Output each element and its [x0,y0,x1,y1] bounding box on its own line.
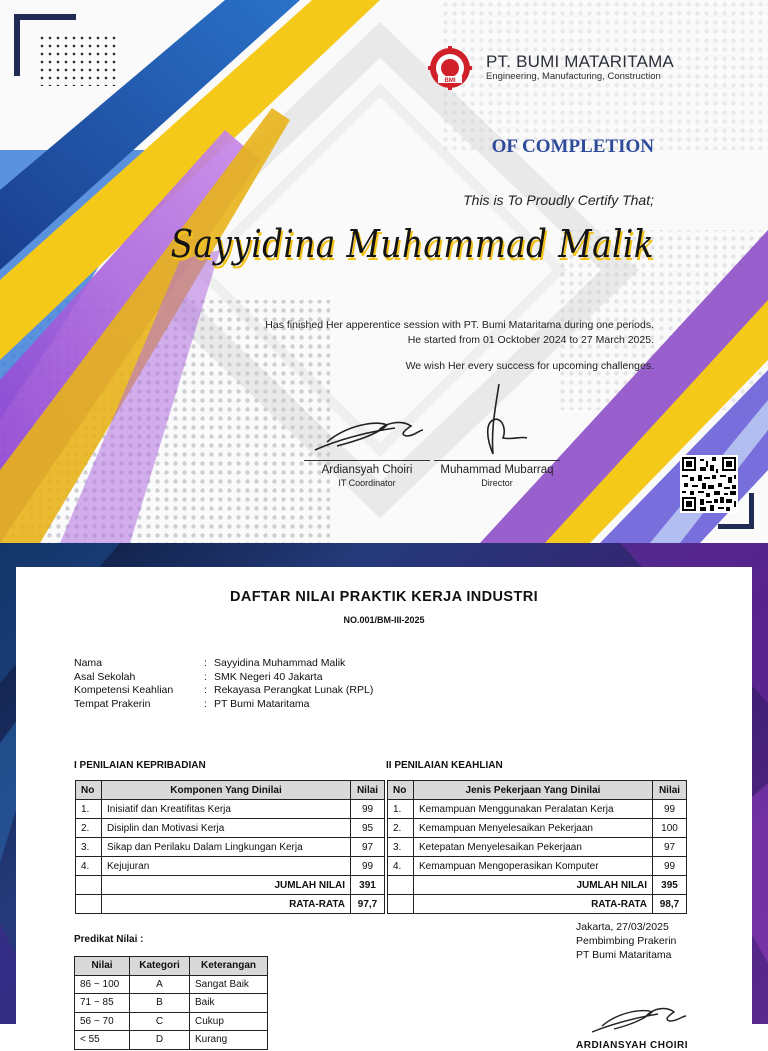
header-score: Nilai [653,781,687,800]
closing-signature-drawing [588,992,688,1036]
row-no: 4. [76,857,102,876]
total-value: 391 [351,876,385,895]
signatory-role: IT Coordinator [338,478,396,488]
table-header-row [75,957,268,976]
info-value: Rekayasa Perangkat Lunak (RPL) [214,684,374,697]
row-item: Kemampuan Menyelesaikan Pekerjaan [414,819,653,838]
info-colon: : [204,657,207,669]
recipient-name: Sayyidina Muhammad Malik [170,222,654,266]
info-colon: : [204,697,207,710]
table-row [75,1031,268,1050]
row-category: A [130,975,190,994]
header-no: No [388,781,414,800]
table-kepribadian [75,780,385,914]
table-row [76,838,385,857]
table-row [76,857,385,876]
header-no: No [76,781,102,800]
header-job: Jenis Pekerjaan Yang Dinilai [414,781,653,800]
row-no: 1. [76,800,102,819]
total-row [76,876,385,895]
table-predikat [74,956,268,1050]
closing-block [576,920,676,962]
average-label: RATA-RATA [102,895,351,914]
table-row [75,994,268,1013]
row-note: Baik [190,994,268,1013]
row-note: Sangat Baik [190,975,268,994]
predikat-title: Predikat Nilai : [74,934,144,945]
signature-drawing [437,380,557,458]
row-range: < 55 [75,1031,130,1050]
row-item: Inisiatif dan Kreatifitas Kerja [102,800,351,819]
total-row [388,876,687,895]
student-info [74,657,373,711]
row-no: 1. [388,800,414,819]
row-no: 2. [388,819,414,838]
dot-grid-decoration [38,34,120,86]
info-value: Sayyidina Muhammad Malik [214,657,346,669]
info-colon: : [204,684,207,697]
table-row [388,838,687,857]
info-label: Asal Sekolah [74,670,136,683]
closing-signer-name: ARDIANSYAH CHOIRI [576,1040,689,1051]
sheet-title: DAFTAR NILAI PRAKTIK KERJA INDUSTRI [229,589,539,605]
signature-drawing [307,380,427,458]
row-no: 2. [76,819,102,838]
total-label: JUMLAH NILAI [414,876,653,895]
header-category: Kategori [130,957,190,976]
svg-text:BMI: BMI [444,78,456,84]
certify-line: This is To Proudly Certify That; [463,192,654,208]
row-item: Sikap dan Perilaku Dalam Lingkungan Kerja [102,838,351,857]
info-row [74,657,373,671]
company-tagline: Engineering, Manufacturing, Construction [486,71,661,82]
row-no: 3. [388,838,414,857]
info-label: Kompetensi Keahlian [74,684,174,697]
score-sheet [16,567,752,1051]
row-item: Kejujuran [102,857,351,876]
info-row [74,698,373,712]
row-range: 71 ~ 85 [75,994,130,1013]
row-score: 97 [653,838,687,857]
empty-cell [76,895,102,914]
header-note: Keterangan [190,957,268,976]
table-row [75,1012,268,1031]
row-score: 97 [351,838,385,857]
signatory-name: Ardiansyah Choiri [321,464,413,476]
row-score: 100 [653,819,687,838]
table-row [388,819,687,838]
average-row [76,895,385,914]
table-row [76,800,385,819]
row-item: Disiplin dan Motivasi Kerja [102,819,351,838]
row-score: 99 [351,857,385,876]
row-category: C [130,1012,190,1031]
row-score: 99 [351,800,385,819]
table-row [75,975,268,994]
info-value: SMK Negeri 40 Jakarta [214,670,323,683]
qr-code-icon[interactable] [680,455,738,513]
average-row [388,895,687,914]
row-range: 56 ~ 70 [75,1012,130,1031]
signature-line [434,460,560,461]
signatory-name: Muhammad Mubarraq [440,464,554,476]
average-value: 98,7 [653,895,687,914]
row-category: B [130,994,190,1013]
header-range: Nilai [75,957,130,976]
row-score: 99 [653,857,687,876]
closing-role-line-1: Pembimbing Prakerin [576,935,677,947]
place-date: Jakarta, 27/03/2025 [576,921,669,933]
table-row [388,857,687,876]
total-value: 395 [653,876,687,895]
info-colon: : [204,670,207,683]
average-label: RATA-RATA [414,895,653,914]
row-item: Kemampuan Mengoperasikan Komputer [414,857,653,876]
table-header-row [388,781,687,800]
section-title-kepribadian: I PENILAIAN KEPRIBADIAN [74,760,206,771]
header-component: Komponen Yang Dinilai [102,781,351,800]
row-no: 3. [76,838,102,857]
wish-line: We wish Her every success for upcoming challenges. [405,360,654,372]
company-name: PT. BUMI MATARITAMA [486,52,674,71]
row-note: Kurang [190,1031,268,1050]
info-label: Nama [74,657,103,669]
total-label: JUMLAH NILAI [102,876,351,895]
table-row [76,819,385,838]
average-value: 97,7 [351,895,385,914]
section-title-keahlian: II PENILAIAN KEAHLIAN [386,760,503,771]
row-range: 86 ~ 100 [75,975,130,994]
header-score: Nilai [351,781,385,800]
empty-cell [388,895,414,914]
table-keahlian [387,780,687,914]
info-label: Tempat Prakerin [74,697,151,710]
row-item: Ketepatan Menyelesaikan Pekerjaan [414,838,653,857]
empty-cell [388,876,414,895]
table-header-row [76,781,385,800]
row-score: 99 [653,800,687,819]
sheet-number: NO.001/BM-III-2025 [343,615,425,625]
row-note: Cukup [190,1012,268,1031]
table-row [388,800,687,819]
body-line-2: He started from 01 Ocktober 2024 to 27 March 2025. [407,334,654,346]
info-row [74,684,373,698]
row-item: Kemampuan Menggunakan Peralatan Kerja [414,800,653,819]
closing-role-line-2: PT Bumi Mataritama [576,949,672,961]
signatory-role: Director [481,478,513,488]
signature-block-director [434,380,560,488]
certificate-heading: OF COMPLETION [491,136,654,157]
info-row [74,671,373,685]
certificate-body [265,318,654,348]
empty-cell [76,876,102,895]
signature-block-coordinator [304,380,430,488]
row-no: 4. [388,857,414,876]
score-sheet-page [0,543,768,1051]
info-value: PT Bumi Mataritama [214,697,310,710]
gear-seal-logo-icon [428,46,472,90]
signature-line [304,460,430,461]
row-category: D [130,1031,190,1050]
row-score: 95 [351,819,385,838]
body-line-1: Has finished Her apperentice session with PT. Bumi Mataritama during one periods. [265,319,654,331]
